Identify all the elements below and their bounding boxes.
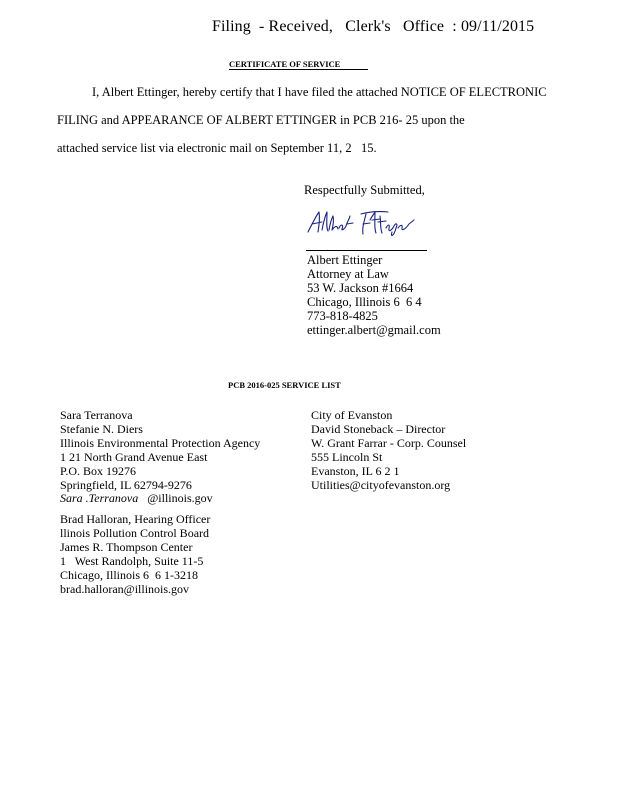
recipient-1-name-1: Sara Terranova [60, 408, 133, 422]
recipient-3-street: 555 Lincoln St [311, 450, 383, 464]
recipient-2-name: Brad Halloran, Hearing Officer [60, 512, 211, 526]
recipient-1-name-2: Stefanie N. Diers [60, 422, 143, 436]
recipient-1-pobox: P.O. Box 19276 [60, 464, 137, 478]
signer-address-line-2: Chicago, Illinois 6 6 4 [307, 295, 422, 309]
recipient-3-name-2: W. Grant Farrar - Corp. Counsel [311, 436, 467, 450]
recipient-3-email: Utilities@cityofevanston.org [311, 478, 451, 492]
signer-email: ettinger.albert@gmail.com [307, 323, 441, 337]
certification-line-3: attached service list via electronic mail on September 11, 2 15. [57, 141, 377, 155]
certificate-title: CERTIFICATE OF SERVICE [229, 59, 368, 70]
recipient-1-email [60, 491, 213, 505]
recipient-1-email-prefix: Sara .Terranova [60, 491, 139, 505]
recipient-3-organization: City of Evanston [311, 408, 393, 422]
closing-text: Respectfully Submitted, [304, 183, 425, 197]
recipient-2-organization: llinois Pollution Control Board [60, 526, 210, 540]
recipient-2-building: James R. Thompson Center [60, 540, 193, 554]
recipient-3-city: Evanston, IL 6 2 1 [311, 464, 400, 478]
filing-stamp-header: Filing - Received, Clerk's Office : 09/11/2015 [212, 18, 535, 35]
recipient-1-organization: Illinois Environmental Protection Agency [60, 436, 261, 450]
signer-title: Attorney at Law [307, 267, 389, 281]
recipient-2-street: 1 West Randolph, Suite 11-5 [60, 554, 204, 568]
signature-image [306, 206, 416, 240]
recipient-3-name-1: David Stoneback – Director [311, 422, 446, 436]
service-list-title: PCB 2016-025 SERVICE LIST [228, 380, 341, 390]
certification-line-2: FILING and APPEARANCE OF ALBERT ETTINGER in PCB 216- 25 upon the [57, 113, 465, 127]
recipient-1-city: Springfield, IL 62794-9276 [60, 478, 192, 492]
signature-line [306, 250, 427, 251]
signer-address-line-1: 53 W. Jackson #1664 [307, 281, 414, 295]
recipient-2-email: brad.halloran@illinois.gov [60, 582, 190, 596]
certification-line-1: I, Albert Ettinger, hereby certify that I have filed the attached NOTICE OF ELECTRONIC [92, 85, 547, 99]
signer-phone: 773-818-4825 [307, 309, 378, 323]
recipient-1-street: 1 21 North Grand Avenue East [60, 450, 208, 464]
recipient-1-email-domain: @illinois.gov [138, 491, 213, 505]
signer-name: Albert Ettinger [307, 253, 383, 267]
recipient-2-city: Chicago, Illinois 6 6 1-3218 [60, 568, 198, 582]
